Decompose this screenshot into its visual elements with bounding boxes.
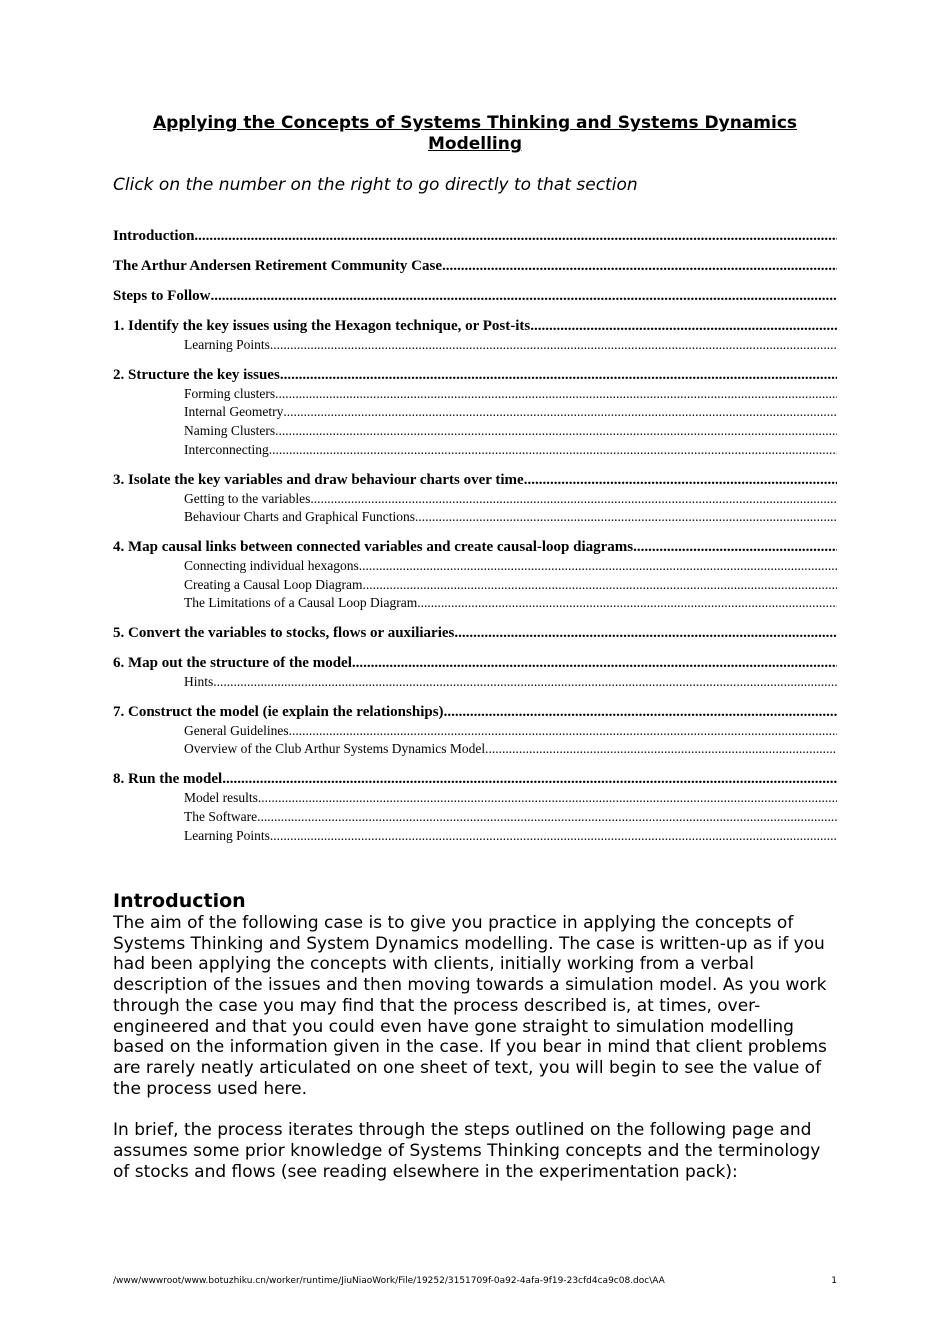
toc-entry[interactable]	[113, 366, 837, 385]
toc-entry[interactable]	[113, 257, 837, 276]
toc-leader-dots	[211, 287, 838, 306]
toc-subentry[interactable]	[113, 673, 837, 692]
toc-entry[interactable]	[113, 471, 837, 490]
toc-subentry-label: General Guidelines	[184, 722, 289, 738]
toc-subentry-label: Naming Clusters	[184, 423, 276, 439]
toc-subentry[interactable]	[113, 557, 837, 576]
toc-subentry-label: Hints	[184, 674, 214, 690]
toc-subentry-label: Getting to the variables	[184, 490, 311, 506]
toc-leader-dots	[257, 808, 837, 827]
toc-leader-dots	[194, 227, 837, 246]
toc-leader-dots	[444, 703, 837, 722]
toc-entry[interactable]	[113, 287, 837, 306]
toc-entry[interactable]	[113, 227, 837, 246]
toc-leader-dots	[270, 827, 837, 846]
toc-leader-dots	[524, 471, 837, 490]
toc-leader-dots	[417, 594, 837, 613]
toc-entry[interactable]	[113, 317, 837, 336]
toc-subentry-label: Forming clusters	[184, 385, 276, 401]
toc-subentry[interactable]	[113, 336, 837, 355]
introduction-heading: Introduction	[113, 890, 246, 912]
toc-leader-dots	[213, 673, 837, 692]
toc-leader-dots	[222, 770, 837, 789]
toc-subentry-label: The Software	[184, 808, 258, 824]
document-subtitle: Click on the number on the right to go directly to that section	[113, 175, 638, 195]
toc-subentry[interactable]	[113, 403, 837, 422]
toc-subentry-label: Behaviour Charts and Graphical Functions	[184, 509, 415, 525]
toc-leader-dots	[442, 257, 837, 276]
toc-entry-label: 7. Construct the model (ie explain the relationships)	[113, 703, 444, 720]
toc-entry-label: 3. Isolate the key variables and draw behaviour charts over time	[113, 471, 524, 488]
toc-subentry[interactable]	[113, 490, 837, 509]
toc-leader-dots	[310, 490, 837, 509]
toc-leader-dots	[289, 722, 837, 741]
footer-file-path: /www/wwwroot/www.botuzhiku.cn/worker/runtime/JiuNiaoWork/File/19252/3151709f-0a92-4afa-9f19-23cfd4ca9c08.doc\AA	[113, 1276, 665, 1286]
toc-subentry-label: Learning Points	[184, 827, 270, 843]
toc-entry[interactable]	[113, 703, 837, 722]
toc-subentry[interactable]	[113, 441, 837, 460]
toc-leader-dots	[275, 385, 837, 404]
toc-entry[interactable]	[113, 624, 837, 643]
introduction-paragraph-2: In brief, the process iterates through the steps outlined on the following page and assumes some prior knowledge of Systems Thinking concepts and the terminology of stocks and flows (see reading elsewhere in the experimentation pack):	[113, 1120, 821, 1182]
toc-entry-label: Introduction	[113, 228, 195, 244]
toc-leader-dots	[352, 654, 837, 673]
toc-subentry[interactable]	[113, 789, 837, 808]
introduction-paragraph-1: The aim of the following case is to give you practice in applying the concepts of Systems Thinking and System Dynamics modelling. The case is written-up as if you had been applying the concepts with clients, initially working from a verbal description of the issues and then moving towards a simulation model. As you work through the case you may find that the process described is, at times, over-engineered and that you could even have gone straight to simulation modelling based on the information given in the case. If you bear in mind that client problems are rarely neatly articulated on one sheet of text, you will begin to see the value of the process used here.	[113, 913, 827, 1099]
toc-subentry[interactable]	[113, 722, 837, 741]
toc-subentry[interactable]	[113, 594, 837, 613]
toc-entry-label: 1. Identify the key issues using the Hexagon technique, or Post-its	[113, 318, 531, 334]
toc-subentry[interactable]	[113, 576, 837, 595]
toc-leader-dots	[530, 317, 837, 336]
toc-entry-label: The Arthur Andersen Retirement Community Case	[113, 258, 443, 274]
toc-subentry-label: Connecting individual hexagons	[184, 557, 359, 573]
toc-subentry-label: The Limitations of a Causal Loop Diagram	[184, 595, 418, 611]
toc-subentry-label: Learning Points	[184, 337, 270, 352]
toc-leader-dots	[269, 441, 837, 460]
toc-leader-dots	[415, 508, 837, 527]
toc-entry[interactable]	[113, 654, 837, 673]
page-number: 1	[831, 1276, 837, 1286]
toc-entry-label: 5. Convert the variables to stocks, flows or auxiliaries	[113, 625, 455, 642]
toc-subentry[interactable]	[113, 740, 837, 759]
toc-leader-dots	[454, 624, 837, 643]
toc-leader-dots	[283, 403, 837, 422]
toc-leader-dots	[280, 366, 837, 385]
toc-leader-dots	[270, 336, 837, 355]
toc-subentry[interactable]	[113, 422, 837, 441]
toc-leader-dots	[485, 740, 837, 759]
toc-entry-label: 2. Structure the key issues	[113, 366, 280, 383]
toc-entry-label: Steps to Follow	[113, 288, 211, 304]
toc-subentry[interactable]	[113, 808, 837, 827]
toc-leader-dots	[359, 557, 837, 576]
toc-entry-label: 4. Map causal links between connected variables and create causal-loop diagrams	[113, 538, 634, 555]
toc-subentry[interactable]	[113, 827, 837, 846]
toc-subentry[interactable]	[113, 385, 837, 404]
toc-entry-label: 6. Map out the structure of the model	[113, 655, 352, 672]
toc-subentry-label: Overview of the Club Arthur Systems Dynamics Model	[184, 741, 486, 757]
toc-leader-dots	[275, 422, 837, 441]
toc-leader-dots	[362, 576, 837, 595]
table-of-contents	[113, 227, 837, 845]
toc-entry-label: 8. Run the model	[113, 771, 223, 788]
toc-subentry-label: Interconnecting	[184, 441, 269, 457]
toc-leader-dots	[633, 538, 837, 557]
toc-subentry-label: Model results	[184, 790, 258, 806]
document-title: Applying the Concepts of Systems Thinking and Systems Dynamics Modelling	[152, 113, 798, 154]
introduction-section	[113, 889, 837, 1182]
toc-subentry-label: Creating a Causal Loop Diagram	[184, 576, 363, 592]
toc-leader-dots	[258, 789, 837, 808]
toc-subentry[interactable]	[113, 508, 837, 527]
toc-subentry-label: Internal Geometry	[184, 404, 284, 420]
toc-entry[interactable]	[113, 770, 837, 789]
toc-entry[interactable]	[113, 538, 837, 557]
